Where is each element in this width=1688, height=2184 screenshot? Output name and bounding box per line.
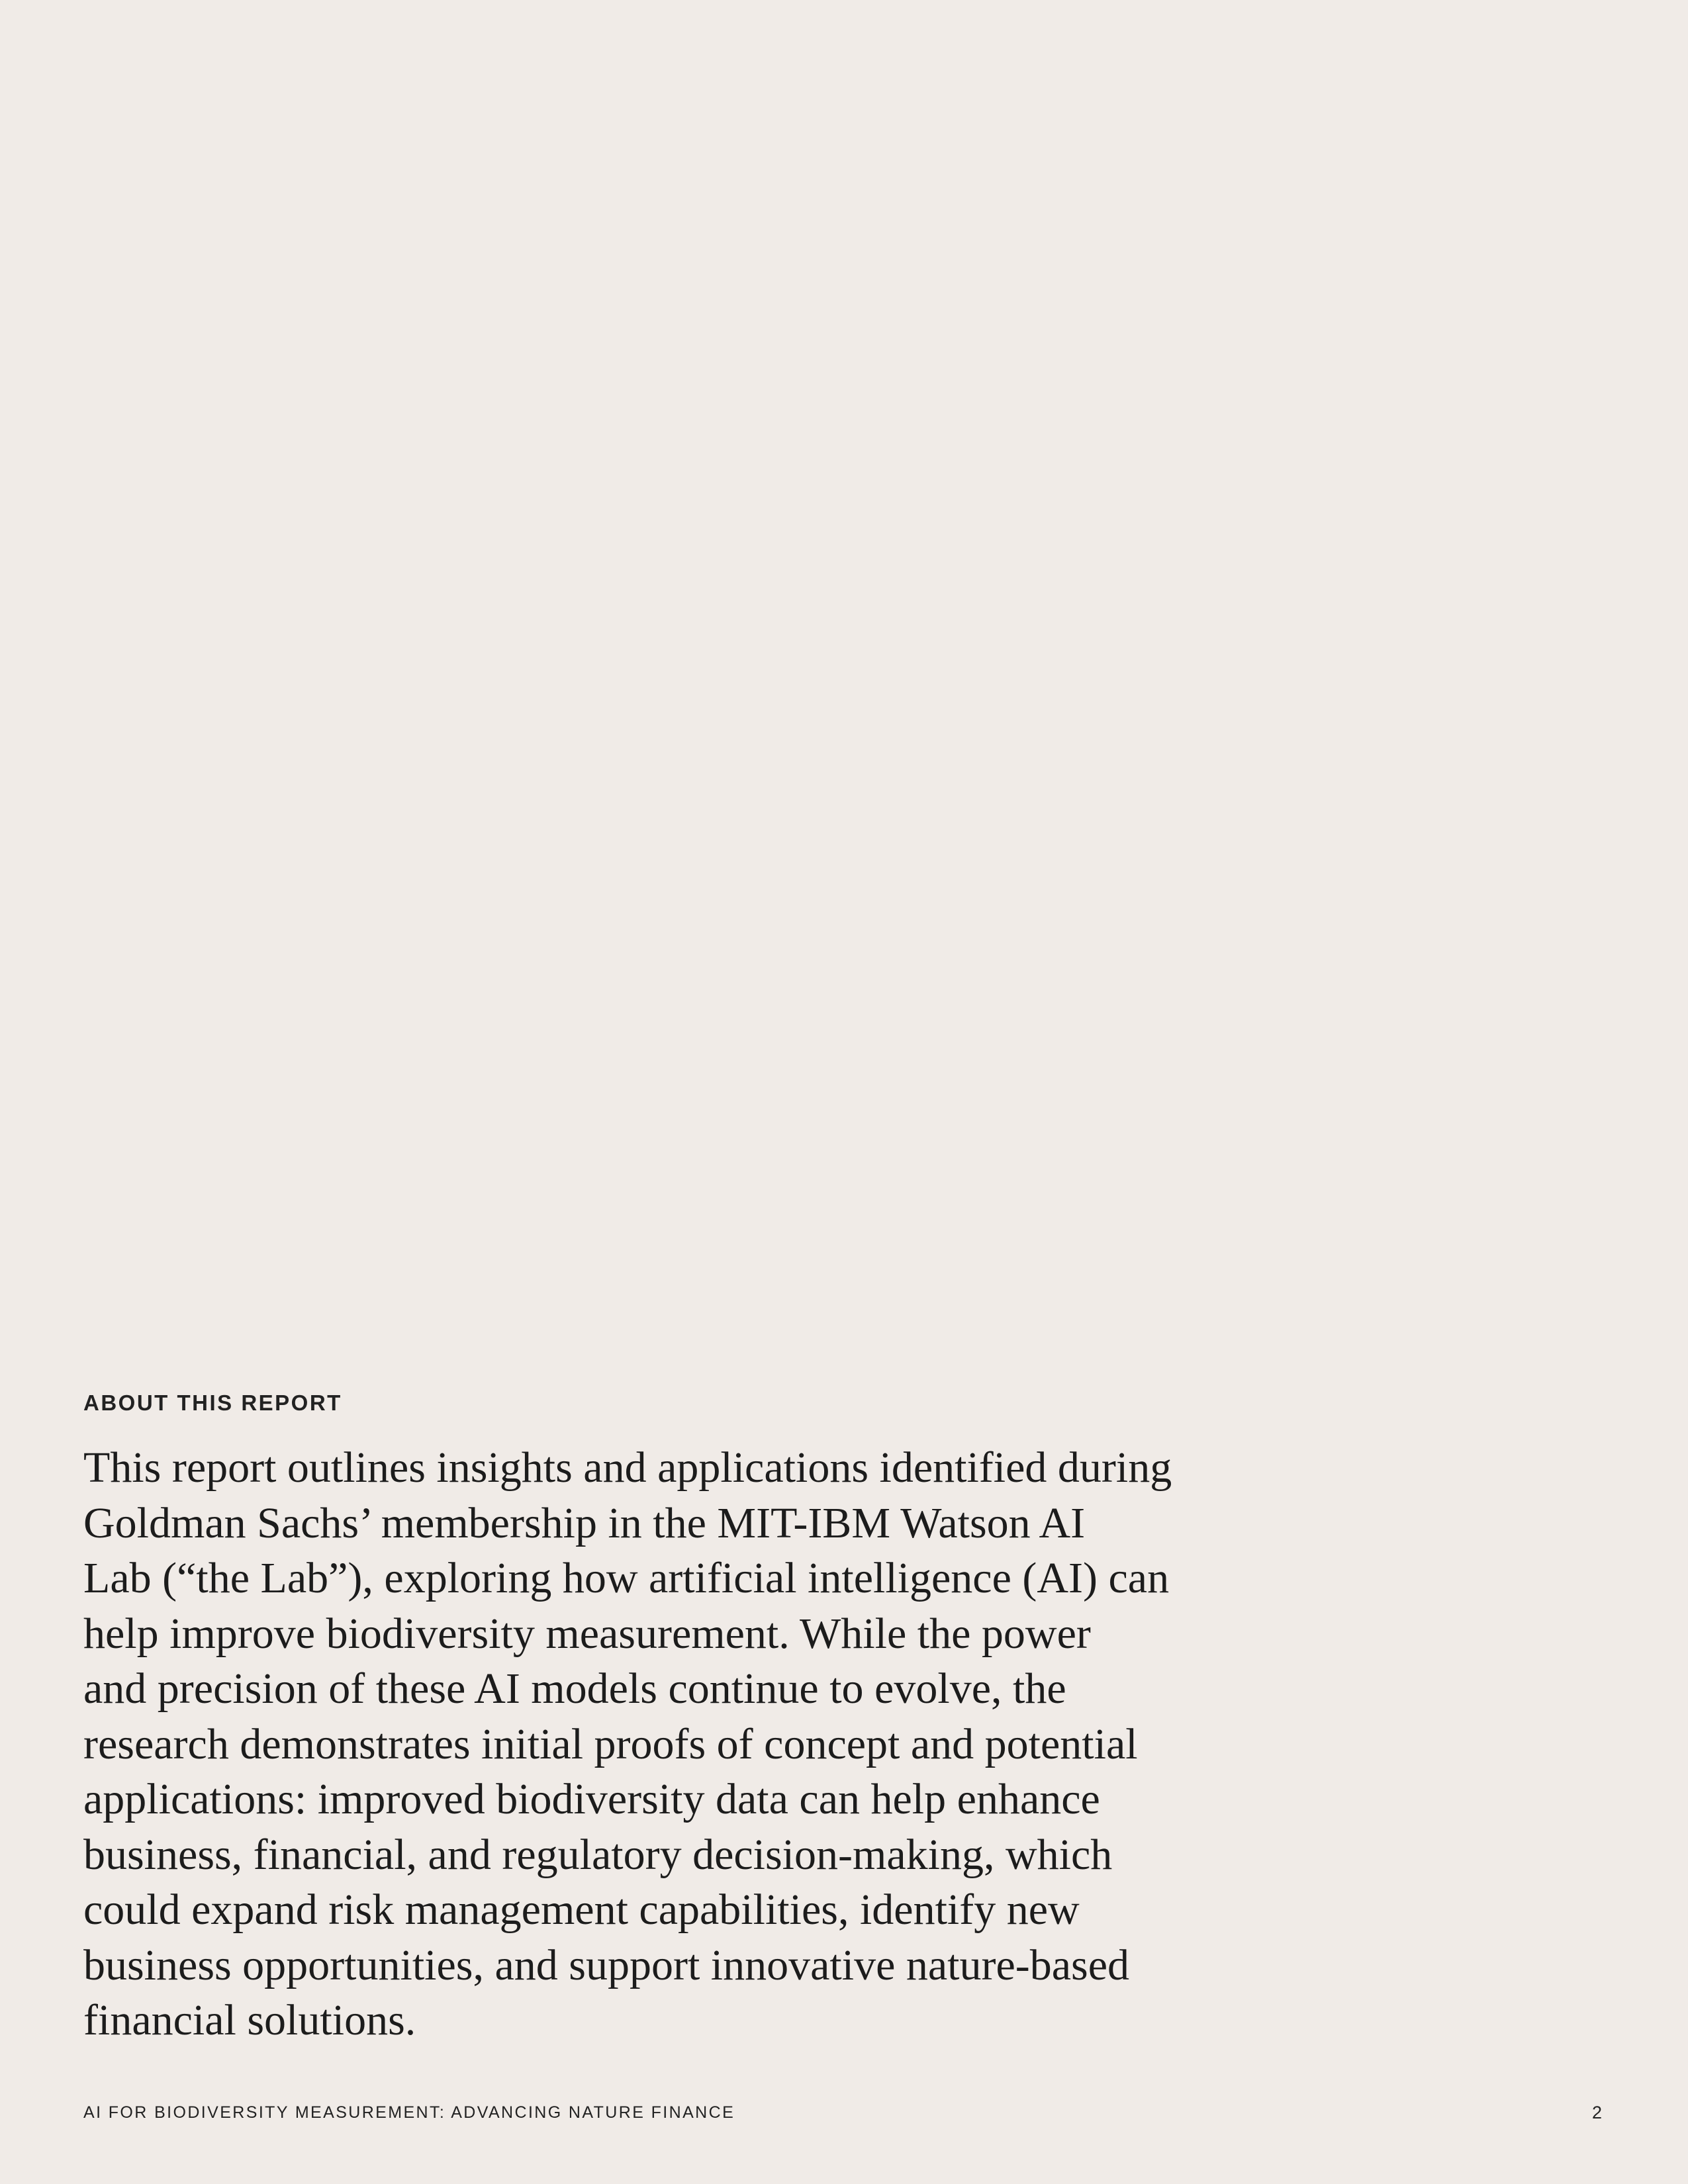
footer-running-title: AI FOR BIODIVERSITY MEASUREMENT: ADVANCING NATURE FINANCE [83, 2103, 735, 2122]
about-this-report-section [83, 1388, 1328, 2048]
paragraph-line: This report outlines insights and applications identified during [83, 1443, 1172, 1492]
paragraph-line: financial solutions. [83, 1996, 416, 2044]
paragraph-line: help improve biodiversity measurement. While the power [83, 1609, 1091, 1658]
section-label: ABOUT THIS REPORT [83, 1390, 342, 1415]
paragraph-line: Lab (“the Lab”), exploring how artificial intelligence (AI) can [83, 1554, 1170, 1602]
paragraph-line: Goldman Sachs’ membership in the MIT-IBM Watson AI [83, 1498, 1086, 1547]
about-paragraph [83, 1440, 1328, 2048]
page-number: 2 [1591, 2102, 1602, 2122]
page-footer [83, 2099, 1605, 2126]
paragraph-line: business, financial, and regulatory decision-making, which [83, 1830, 1113, 1879]
paragraph-line: and precision of these AI models continue to evolve, the [83, 1664, 1066, 1713]
paragraph-line: research demonstrates initial proofs of concept and potential [83, 1719, 1138, 1768]
paragraph-line: could expand risk management capabilities, identify new [83, 1886, 1080, 1934]
paragraph-line: applications: improved biodiversity data can help enhance [83, 1775, 1100, 1823]
paragraph-line: business opportunities, and support innovative nature-based [83, 1940, 1130, 1989]
